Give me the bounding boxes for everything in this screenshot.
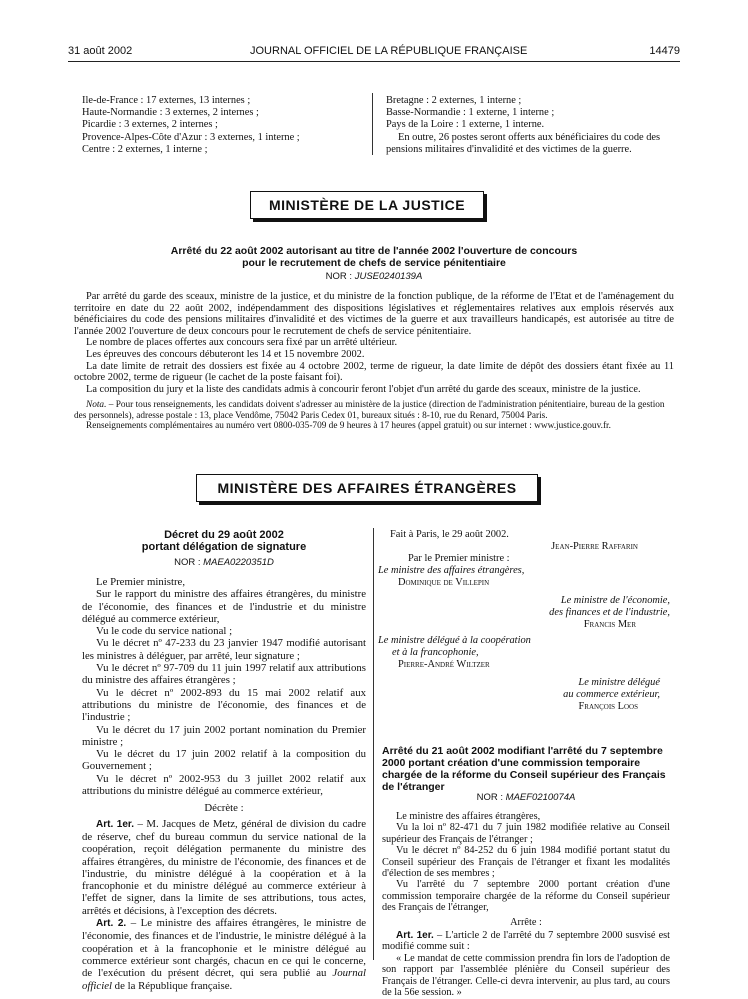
article-text: – Le ministre des affaires étrangères, le ministre de l'économie, des finances et de l'industrie, le ministre délégué à la coopération et à la francophonie et le ministre délégué au commerce extérieur sont chargés, chacun en ce qui le concerne, de l'exécution du présent décret, qui sera publié au — [82, 917, 367, 980]
article-2 — [82, 917, 366, 992]
nor-code: JUSE0240139A — [354, 271, 423, 282]
signatory-name: Dominique de Villepin — [398, 577, 490, 588]
fait-line: Fait à Paris, le 29 août 2002. — [390, 529, 509, 540]
list-item: pensions militaires d'invalidité et des victimes de la guerre. — [386, 143, 632, 155]
paragraph: Le ministre des affaires étrangères, — [396, 811, 541, 822]
signatory-role: Le ministre délégué — [578, 677, 660, 688]
title-line: Arrêté du 22 août 2002 autorisant au titre de l'année 2002 l'ouverture de concours — [170, 245, 578, 257]
signatory-role: et à la francophonie, — [392, 647, 479, 658]
article-text: – L'article 2 de l'arrêté du 7 septembre 2000 susvisé est modifié comme suit : — [382, 930, 671, 953]
header-rule — [68, 61, 680, 62]
paragraph: Vu l'arrêté du 7 septembre 2000 portant création d'une commission temporaire chargée de la réforme du Conseil supérieur des Français de l'étranger, — [382, 879, 670, 914]
list-item: Bretagne : 2 externes, 1 interne ; — [386, 95, 522, 106]
paragraph: Vu le décret du 17 juin 2002 relatif à la composition du Gouvernement ; — [82, 748, 366, 773]
nor-reference — [382, 792, 670, 803]
signatory-role: au commerce extérieur, — [563, 689, 660, 700]
paragraph: Vu le décret nº 47-233 du 23 janvier 1947 modifié autorisant les ministres à déléguer, par arrêté, leur signature ; — [82, 637, 366, 662]
regions-list-right — [386, 95, 686, 156]
paragraph: Par arrêté du garde des sceaux, ministre de la justice, et du ministre de la fonction publique, de la réforme de l'Etat et de l'aménagement du territoire en date du 22 août 2002, indépendamment des dispositions législatives et réglementaires relatives aux emplois réservés aux bénéficiaires du code des pensions militaires d'invalidité et des victimes de la guerre et aux travailleurs handicapés, est autorisée au titre de l'année 2002 l'ouverture de deux concours pour le recrutement de chefs de service pénitentiaire. — [74, 291, 674, 337]
column-divider — [372, 93, 373, 155]
signatory-name: François Loos — [578, 701, 638, 712]
list-item: Pays de la Loire : 1 externe, 1 interne. — [386, 119, 545, 131]
paragraph: La date limite de retrait des dossiers est fixée au 4 octobre 2002, terme de rigueur, la date limite de dépôt des dossiers étant fixée au 11 octobre 2002, terme de rigueur (le cachet de la poste faisant foi). — [74, 360, 674, 384]
note-contact: Renseignements complémentaires au numéro vert 0800-035-709 de 9 heures à 17 heures (appel gratuit) ou sur internet : www.justice.gouv.fr. — [86, 421, 611, 432]
quoted-text: « Le mandat de cette commission prendra fin lors de l'adoption de son rapport par l'assemblée plénière du Conseil supérieur des Français de l'étranger. Celle-ci devra intervenir, au plus tard, au cours de la 56e session. » — [382, 952, 670, 999]
nor-label: NOR : — [476, 792, 504, 803]
list-item: Centre : 2 externes, 1 interne ; — [82, 143, 208, 155]
list-item: En outre, 26 postes seront offerts aux bénéficiaires du code des — [398, 131, 661, 143]
regions-list-left — [82, 95, 367, 156]
article-label: Art. 1er. — [96, 818, 135, 830]
column-divider — [373, 528, 374, 960]
nor-reference — [82, 557, 366, 568]
signatory-role: des finances et de l'industrie, — [549, 607, 670, 618]
ministry-heading-justice: MINISTÈRE DE LA JUSTICE — [250, 191, 484, 219]
issue-date: 31 août 2002 — [68, 45, 133, 57]
list-item: Provence-Alpes-Côte d'Azur : 3 externes, 1 interne ; — [82, 131, 300, 143]
article-text: – M. Jacques de Metz, général de division du cadre de réserve, chef du bureau commun du service national de la coopération, reçoit délégation permanente du ministre des affaires étrangères, du ministre de l'économie, des finances et de l'industrie, du ministre délégué à la coopération et à la francophonie et du ministre délégué au commerce extérieur à l'effet de signer, dans la limite de ses attributions, tous actes, arrêtés et décisions, à l'exception des décrets. — [82, 817, 366, 917]
arrete-cfe-title: Arrêté du 21 août 2002 modifiant l'arrêté du 7 septembre 2000 portant création d'une commission temporaire chargée de la réforme du Conseil supérieur des Français de l'étranger — [382, 745, 666, 793]
paragraph: Le nombre de places offertes aux concours sera fixé par un arrêté ultérieur. — [86, 337, 398, 349]
ministry-heading-foreign-affairs: MINISTÈRE DES AFFAIRES ÉTRANGÈRES — [196, 474, 538, 502]
journal-title: JOURNAL OFFICIEL DE LA RÉPUBLIQUE FRANÇAISE — [250, 45, 528, 57]
paragraph: La composition du jury et la liste des candidats admis à concourir feront l'objet d'un arrêté du garde des sceaux, ministre de la justice. — [86, 383, 641, 395]
signatory-role: Le ministre des affaires étrangères, — [378, 565, 525, 576]
justice-body — [74, 291, 674, 395]
paragraph: Vu le décret du 17 juin 2002 portant nomination du Premier ministre ; — [82, 723, 366, 748]
par-line: Par le Premier ministre : — [408, 553, 510, 564]
title-line: portant délégation de signature — [141, 541, 307, 553]
arrete-cfe-body — [382, 811, 670, 999]
paragraph: Vu la loi nº 82-471 du 7 juin 1982 modifiée relative au Conseil supérieur des Français de l'étranger ; — [382, 822, 670, 845]
signatory-role: Le ministre délégué à la coopération — [378, 635, 531, 646]
article-1 — [82, 818, 366, 917]
article-text-end: de la République française. — [111, 979, 233, 992]
paragraph: Le Premier ministre, — [96, 576, 186, 588]
paragraph: Les épreuves des concours débuteront les 14 et 15 novembre 2002. — [86, 348, 365, 360]
journal-reference: Journal officiel — [82, 967, 366, 992]
nor-label: NOR : — [325, 271, 353, 282]
nor-label: NOR : — [174, 557, 201, 568]
page-number: 14479 — [649, 45, 680, 57]
signatory-role: Le ministre de l'économie, — [560, 595, 670, 606]
paragraph: Sur le rapport du ministre des affaires étrangères, du ministre de l'économie, des finances et de l'industrie et du ministre délégué au commerce extérieur, — [82, 588, 366, 625]
signatory-name: Jean-Pierre Raffarin — [551, 541, 638, 552]
arrete-justice-title — [68, 245, 680, 269]
signatory-name: Pierre-André Wiltzer — [398, 659, 490, 670]
paragraph: Vu le décret nº 97-709 du 11 juin 1997 relatif aux attributions du ministre des affaires étrangères ; — [82, 662, 366, 687]
list-item: Ile-de-France : 17 externes, 13 internes ; — [82, 95, 251, 106]
decret-title — [82, 529, 366, 553]
nor-reference — [68, 271, 680, 282]
note-text: – Pour tous renseignements, les candidats doivent s'adresser au ministère de la justice (direction de l'administration pénitentiaire, bureau de la gestion des personnels), adresse postale : 13, place Vendôme, 75042 Paris Cedex 01, bureaux situés : 8-10, rue du Renard, 75004 Paris. — [74, 400, 665, 421]
justice-note — [74, 400, 674, 432]
title-line: pour le recrutement de chefs de service pénitentiaire — [242, 257, 506, 269]
paragraph: Vu le code du service national ; — [96, 625, 233, 638]
article-label: Art. 1er. — [396, 930, 434, 942]
article-label: Art. 2. — [96, 918, 127, 930]
title-line: Décret du 29 août 2002 — [164, 529, 284, 541]
signatory-name: Francis Mer — [583, 619, 636, 630]
note-label: Nota. — [86, 400, 107, 410]
nor-code: MAEF0210074A — [505, 792, 576, 803]
decrete-word: Décrète : — [204, 802, 244, 815]
arrete-word: Arrête : — [510, 916, 542, 928]
list-item: Haute-Normandie : 3 externes, 2 internes ; — [82, 107, 259, 119]
signatures-block — [378, 529, 670, 713]
article-1 — [382, 930, 670, 953]
nor-code: MAEA0220351D — [203, 557, 274, 568]
paragraph: Vu le décret nº 84-252 du 6 juin 1984 modifié portant statut du Conseil supérieur des Français de l'étranger et fixant les modalités d'élection de ses membres ; — [382, 845, 670, 880]
paragraph: Vu le décret nº 2002-893 du 15 mai 2002 relatif aux attributions du ministre de l'économie, des finances et de l'industrie ; — [82, 686, 366, 724]
paragraph: Vu le décret nº 2002-953 du 3 juillet 2002 relatif aux attributions du ministre délégué au commerce extérieur, — [82, 772, 366, 798]
decret-body — [82, 576, 366, 992]
list-item: Picardie : 3 externes, 2 internes ; — [82, 119, 218, 131]
list-item: Basse-Normandie : 1 externe, 1 interne ; — [386, 107, 555, 119]
